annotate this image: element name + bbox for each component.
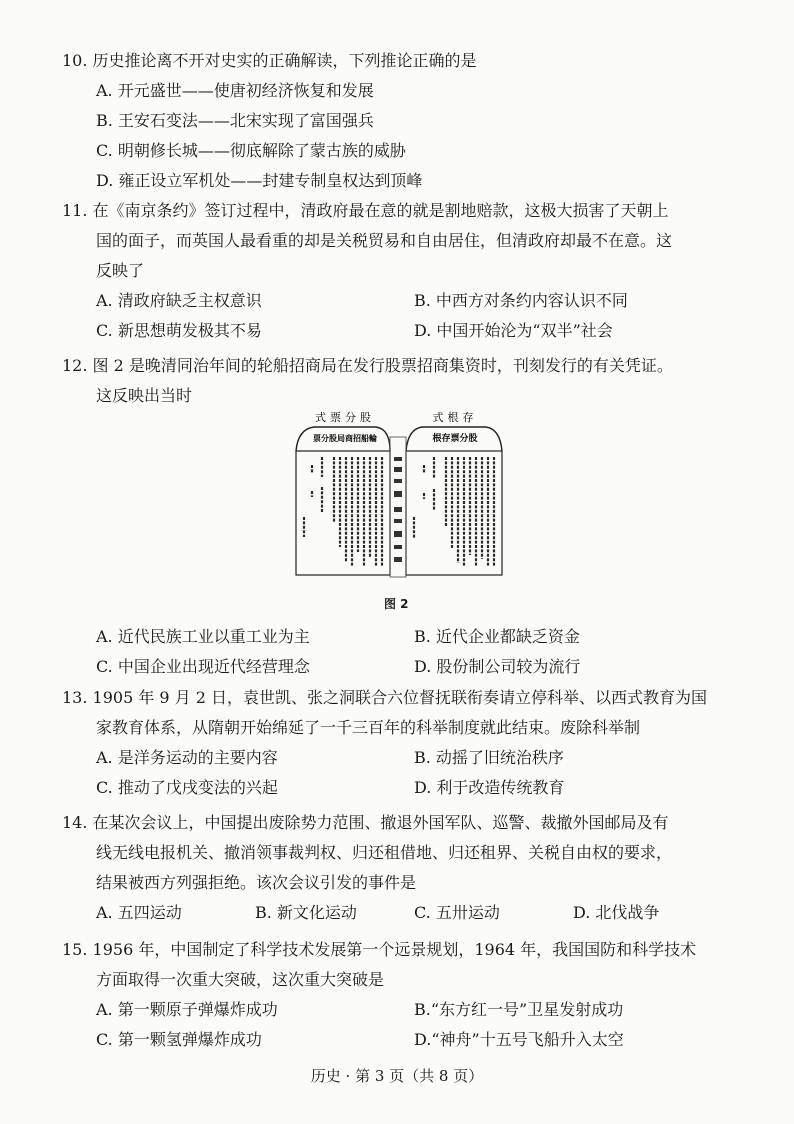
question-12 <box>62 351 732 411</box>
left-header: 式票分股 <box>315 411 375 424</box>
option-d: D.“神舟”十五号飞船升入太空 <box>414 1030 624 1049</box>
certificate-image <box>290 407 508 585</box>
option-a: A. 第一颗原子弹爆炸成功 <box>96 1000 278 1019</box>
question-14 <box>62 808 732 928</box>
option-d: D. 北伐战争 <box>573 903 660 922</box>
option-c: C. 中国企业出现近代经营理念 <box>96 657 310 676</box>
option-a: A. 近代民族工业以重工业为主 <box>96 627 310 646</box>
question-10 <box>62 46 732 196</box>
option-c: C. 明朝修长城——彻底解除了蒙古族的威胁 <box>96 141 406 160</box>
option-b: B. 动摇了旧统治秩序 <box>414 748 564 767</box>
option-a: A. 清政府缺乏主权意识 <box>96 291 262 310</box>
question-stem: 10. 历史推论离不开对史实的正确解读，下列推论正确的是 <box>62 51 477 70</box>
question-stem-line: 11. 在《南京条约》签订过程中，清政府最在意的就是割地赔款，这极大损害了天朝上 <box>62 201 669 220</box>
right-banner: 根存票分股 <box>432 434 478 444</box>
option-a: A. 是洋务运动的主要内容 <box>96 748 278 767</box>
option-b: B. 新文化运动 <box>255 903 357 922</box>
question-stem-line: 结果被西方列强拒绝。该次会议引发的事件是 <box>96 873 417 892</box>
option-b: B. 王安石变法——北宋实现了富国强兵 <box>96 111 374 130</box>
question-stem-line: 线无线电报机关、撤消领事裁判权、归还租借地、归还租界、关税自由权的要求， <box>96 843 673 862</box>
option-b: B. 中西方对条约内容认识不同 <box>414 291 628 310</box>
question-stem-line: 12. 图 2 是晚清同治年间的轮船招商局在发行股票招商集资时，刊刻发行的有关凭证。 <box>62 356 673 375</box>
option-c: C. 五卅运动 <box>414 903 500 922</box>
option-d: D. 雍正设立军机处——封建专制皇权达到顶峰 <box>96 171 423 190</box>
question-stem-line: 国的面子，而英国人最看重的却是关税贸易和自由居住，但清政府却最不在意。这 <box>96 231 673 250</box>
question-13 <box>62 683 732 803</box>
option-c: C. 推动了戊戌变法的兴起 <box>96 778 278 797</box>
option-c: C. 第一颗氢弹爆炸成功 <box>96 1030 262 1049</box>
page-footer: 历史 · 第 3 页（共 8 页） <box>310 1067 484 1085</box>
question-15 <box>62 935 732 1055</box>
option-d: D. 股份制公司较为流行 <box>414 657 581 676</box>
option-c: C. 新思想萌发极其不易 <box>96 321 262 340</box>
question-stem-line: 15. 1956 年，中国制定了科学技术发展第一个远景规划，1964 年，我国国防和科学技术 <box>62 940 697 959</box>
question-stem-line: 方面取得一次重大突破，这次重大突破是 <box>96 970 385 989</box>
question-stem-line: 13. 1905 年 9 月 2 日，袁世凯、张之洞联合六位督抚联衔奏请立停科举、以西式教育为国 <box>62 688 708 707</box>
option-b: B. 近代企业都缺乏资金 <box>414 627 580 646</box>
question-stem-line: 反映了 <box>96 261 145 280</box>
question-12-options <box>62 622 732 682</box>
option-a: A. 开元盛世——使唐初经济恢复和发展 <box>96 81 374 100</box>
option-d: D. 利于改造传统教育 <box>414 778 565 797</box>
option-b: B.“东方红一号”卫星发射成功 <box>414 1000 624 1019</box>
question-11 <box>62 196 732 346</box>
right-header: 式根存 <box>432 411 478 424</box>
question-stem-line: 14. 在某次会议上，中国提出废除势力范围、撤退外国军队、巡警、裁撤外国邮局及有 <box>62 813 669 832</box>
share-certificate-figure <box>290 407 508 585</box>
option-d: D. 中国开始沦为“双半”社会 <box>414 321 613 340</box>
option-a: A. 五四运动 <box>96 903 182 922</box>
question-stem-line: 这反映出当时 <box>96 386 193 405</box>
figure-caption: 图 2 <box>384 597 409 611</box>
left-banner: 票分股局商招船輪 <box>313 433 377 443</box>
question-stem-line: 家教育体系，从隋朝开始绵延了一千三百年的科举制度就此结束。废除科举制 <box>96 718 641 737</box>
